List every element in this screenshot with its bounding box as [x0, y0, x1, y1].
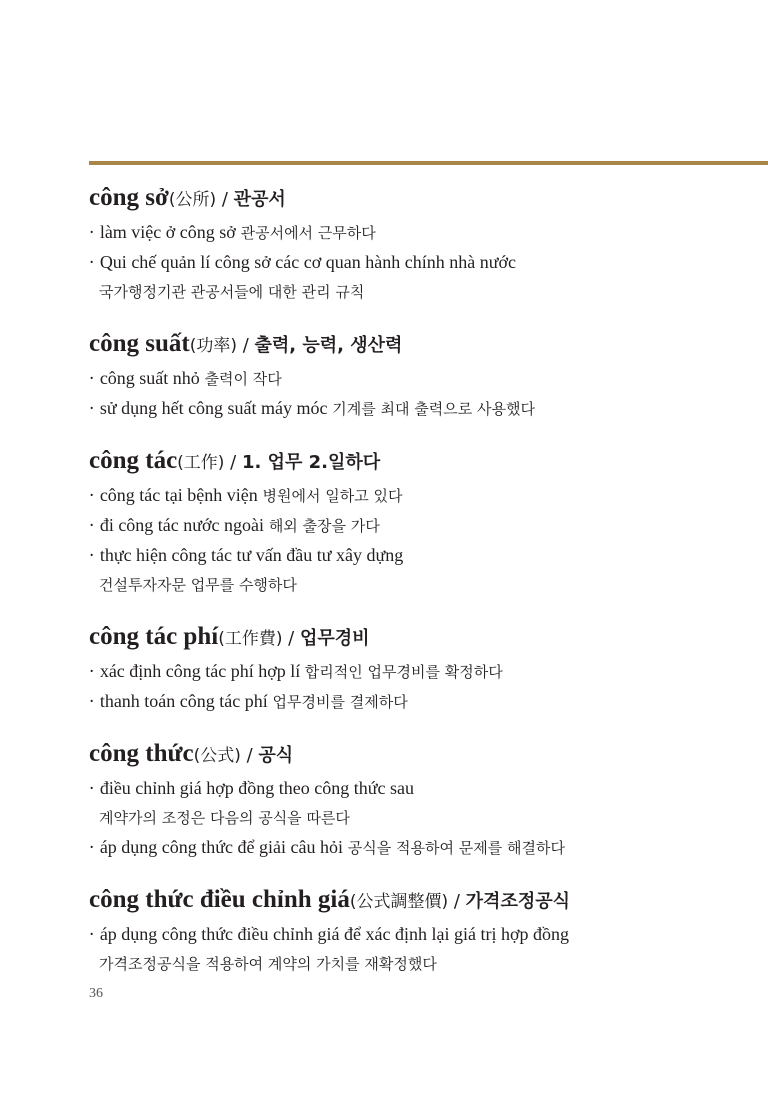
example-bullet: ·: [89, 692, 100, 712]
example-korean: 공식을 적용하여 문제를 해결하다: [343, 839, 565, 857]
example-line: [89, 687, 749, 717]
dictionary-entry: [89, 880, 749, 979]
example-line: [89, 833, 749, 863]
entry-headword-line: [89, 617, 749, 657]
dictionary-entry: [89, 441, 749, 600]
example-vietnamese: điều chỉnh giá hợp đồng theo công thức sau: [99, 778, 415, 798]
example-korean: 기계를 최대 출력으로 사용했다: [327, 400, 535, 418]
example-line: [89, 657, 749, 687]
example-line: [89, 394, 749, 424]
example-bullet: ·: [89, 486, 100, 506]
example-vietnamese: thanh toán công tác phí: [99, 691, 268, 711]
example-vietnamese: áp dụng công thức để giải câu hỏi: [99, 837, 343, 857]
entry-separator: /: [240, 745, 259, 766]
example-bullet: ·: [89, 838, 100, 858]
entry-hanja: (公式): [193, 746, 241, 766]
example-korean-continuation: 국가행정기관 관공서들에 대한 관리 규칙: [99, 283, 365, 301]
example-vietnamese: công tác tại bệnh viện: [99, 485, 258, 505]
example-korean: 병원에서 일하고 있다: [257, 487, 403, 505]
example-vietnamese: công suất nhỏ: [99, 368, 200, 388]
example-line: [89, 218, 749, 248]
entry-headword-line: [89, 441, 749, 481]
entry-korean: 업무경비: [299, 628, 370, 649]
entry-separator: /: [282, 628, 300, 649]
example-vietnamese: thực hiện công tác tư vấn đầu tư xây dựng: [99, 545, 404, 565]
example-korean: 업무경비를 결제하다: [267, 693, 408, 711]
example-korean: 합리적인 업무경비를 확정하다: [304, 663, 503, 681]
entry-hanja: (功率): [189, 336, 237, 356]
page-number: 36: [89, 986, 103, 1001]
entry-hanja: (工作): [177, 453, 225, 473]
example-bullet: ·: [89, 779, 100, 799]
example-continuation-line: [89, 804, 749, 833]
example-bullet: ·: [89, 516, 100, 536]
dictionary-entry: [89, 734, 749, 863]
entry-headword-line: [89, 734, 749, 774]
example-bullet: ·: [89, 925, 100, 945]
example-bullet: ·: [89, 662, 100, 682]
dictionary-entry: [89, 617, 749, 717]
entry-separator: /: [224, 452, 242, 473]
example-korean: 관공서에서 근무하다: [235, 224, 376, 242]
example-vietnamese: xác định công tác phí hợp lí: [99, 661, 305, 681]
entry-korean: 가격조정공식: [465, 891, 570, 912]
entry-hanja: (公所): [168, 190, 217, 210]
entry-headword: công thức: [89, 740, 194, 767]
example-korean-continuation: 건설투자자문 업무를 수행하다: [99, 576, 297, 594]
example-vietnamese: áp dụng công thức điều chỉnh giá để xác định lại giá trị hợp đồng: [99, 924, 569, 944]
example-line: [89, 248, 749, 278]
dictionary-entry: [89, 178, 749, 307]
entry-korean: 출력, 능력, 생산력: [254, 335, 403, 356]
entry-headword-line: [89, 324, 749, 364]
example-bullet: ·: [89, 399, 100, 419]
entry-hanja: (工作費): [218, 629, 283, 649]
entry-headword: công thức điều chỉnh giá: [89, 886, 350, 913]
entry-headword-line: [89, 178, 749, 218]
entry-headword: công sở: [89, 184, 169, 211]
dictionary-entry: [89, 324, 749, 424]
entry-separator: /: [448, 891, 466, 912]
entry-korean: 관공서: [233, 189, 286, 210]
example-vietnamese: đi công tác nước ngoài: [99, 515, 265, 535]
example-continuation-line: [89, 278, 749, 307]
entry-list: [89, 178, 749, 996]
entry-headword-line: [89, 880, 749, 920]
example-korean-continuation: 계약가의 조정은 다음의 공식을 따른다: [99, 809, 350, 827]
example-line: [89, 920, 749, 950]
entry-headword: công suất: [89, 330, 190, 357]
header-rule: [89, 161, 768, 165]
example-vietnamese: sử dụng hết công suất máy móc: [99, 398, 328, 418]
example-korean-continuation: 가격조정공식을 적용하여 계약의 가치를 재확정했다: [99, 955, 437, 973]
example-vietnamese: Qui chế quản lí công sở các cơ quan hành chính nhà nước: [99, 252, 516, 272]
entry-hanja: (公式調整價): [349, 892, 449, 912]
example-bullet: ·: [89, 369, 100, 389]
entry-headword: công tác phí: [89, 623, 219, 650]
example-line: [89, 481, 749, 511]
example-bullet: ·: [89, 223, 100, 243]
entry-separator: /: [216, 189, 234, 210]
example-bullet: ·: [89, 546, 100, 566]
entry-separator: /: [236, 335, 255, 356]
example-line: [89, 511, 749, 541]
example-korean: 해외 출장을 가다: [264, 517, 380, 535]
entry-headword: công tác: [89, 447, 178, 474]
example-line: [89, 774, 749, 804]
entry-korean: 1. 업무 2.일하다: [241, 452, 381, 473]
example-vietnamese: làm việc ở công sở: [99, 222, 236, 242]
entry-korean: 공식: [258, 745, 294, 766]
example-continuation-line: [89, 571, 749, 600]
example-line: [89, 541, 749, 571]
example-continuation-line: [89, 950, 749, 979]
example-bullet: ·: [89, 253, 100, 273]
example-korean: 출력이 작다: [199, 370, 282, 388]
example-line: [89, 364, 749, 394]
